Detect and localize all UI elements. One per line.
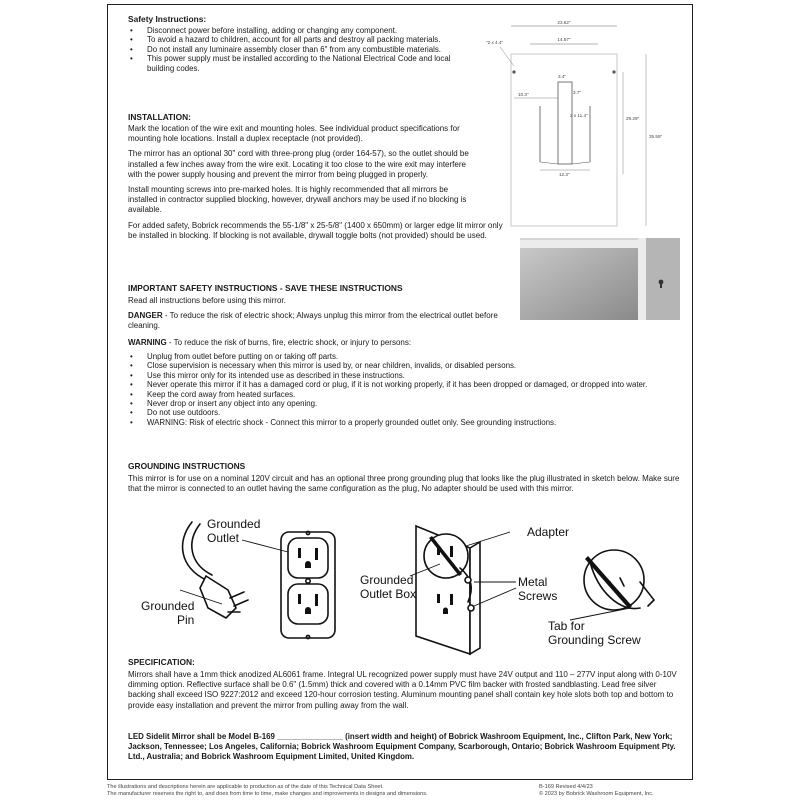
screw-icon [465, 577, 471, 583]
label-line: Tab for [548, 619, 585, 633]
warning-label: WARNING [128, 338, 167, 347]
tab-grounding-screw-label [548, 619, 641, 647]
installation-paragraph: For added safety, Bobrick recommends the 55-1/8" x 25-5/8" (1400 x 650mm) or larger edge lit mirror only be installed in blocking. If blocking is not available, drywall toggle bolts (not provided) should be used. [128, 220, 503, 240]
footer-revision [539, 784, 654, 798]
list-item: • Do not use outdoors. [128, 408, 682, 417]
danger-body: - To reduce the risk of electric shock; Always unplug this mirror from the electrical outlet before cleaning. [128, 311, 498, 331]
specification-section [128, 657, 684, 711]
important-section [128, 283, 518, 306]
power-supply-housing [558, 82, 572, 164]
dim-label: 3.7" [573, 90, 582, 95]
list-item: • Unplug from outlet before putting on or taking off parts. [128, 352, 682, 361]
warning-text [128, 338, 648, 348]
list-item: • WARNING: Risk of electric shock - Connect this mirror to a properly grounded outlet only. See grounding instructions. [128, 418, 682, 427]
installation-heading: INSTALLATION: [128, 112, 191, 122]
specification-heading: SPECIFICATION: [128, 657, 195, 667]
safety-section [128, 14, 468, 73]
installation-paragraph: Install mounting screws into pre-marked holes. It is highly recommended that all mirrors be installed in contractor supplied blocking, however, drywall anchors may be used if no blocking is available. [128, 185, 467, 215]
mirror-corner-photo [520, 238, 680, 320]
dim-label: 3.4" [558, 74, 567, 79]
footer-disclaimer [107, 784, 428, 798]
metal-screws-label [518, 575, 557, 603]
danger-label: DANGER [128, 311, 163, 320]
label-line: Grounded [360, 573, 414, 587]
label-line: Grounded [141, 599, 195, 613]
list-item: • Disconnect power before installing, adding or changing any component. [128, 26, 468, 35]
dim-label: 23.62" [557, 20, 571, 25]
dim-label: 35.59" [649, 134, 663, 139]
installation-section [128, 112, 503, 241]
list-item: • To avoid a hazard to children, account for all parts and destroy all packing materials. [128, 35, 468, 44]
dim-label: 10.3" [518, 92, 529, 97]
dim-label: 14.57" [557, 37, 571, 42]
keyhole-icon [512, 70, 515, 73]
grounding-heading: GROUNDING INSTRUCTIONS [128, 461, 246, 471]
list-item: • Never operate this mirror if it has a damaged cord or plug, if it is not working properly, if it has been dropped or damaged, or dropped into water. [128, 380, 682, 389]
label-line: Outlet Box [360, 587, 417, 601]
important-intro: Read all instructions before using this mirror. [128, 296, 286, 305]
adapter-label: Adapter [527, 525, 570, 539]
list-item: • Use this mirror only for its intended use as described in these instructions. [128, 371, 682, 380]
label-line: Outlet [207, 531, 240, 545]
specification-text: Mirrors shall have a 1mm thick anodized AL6061 frame. Integral UL recognized power supply must have 24V output and 110 – 277V input along with 0-10V dimming option. Reflective surface shall be 0.6" (1.5mm) thick and covered with a 0.14mm PVC film backer with frosted sandblasting. Lead free silver backing shall exceed ISO 9227:2012 and exceed 120-hour corrosion testing. Aluminum mounting panel shall contain key hole slots both top and bottom to provide easy installation and prevent the mirror from pulling away from the wall. [128, 670, 677, 710]
label-line: Grounded [207, 517, 261, 531]
dim-label: "2 x 4.4" [486, 40, 504, 45]
screw-icon [468, 605, 474, 611]
footer-line: The illustrations and descriptions herein are applicable to production as of the date of this Technical Data Sheet. [107, 784, 384, 790]
dim-label: 29.29" [626, 116, 640, 121]
grounding-section [128, 461, 684, 494]
footer-line: © 2023 by Bobrick Washroom Equipment, Inc. [539, 791, 654, 797]
dim-label: 2 x 11.4" [570, 113, 588, 118]
label-line: Grounding Screw [548, 633, 641, 647]
footer-line: The manufacturer reserves the right to, and does from time to time, make changes and improvements in designs and dimensions. [107, 791, 428, 797]
safety-heading: Safety Instructions: [128, 14, 207, 24]
safety-list [128, 26, 468, 73]
grounded-pin-label [141, 599, 194, 627]
warning-body: - To reduce the risk of burns, fire, electric shock, or injury to persons: [166, 338, 412, 347]
list-item: • Close supervision is necessary when this mirror is used by, or near children, invalids, or disabled persons. [128, 361, 682, 370]
warning-list [128, 352, 682, 427]
list-item: • Do not install any luminaire assembly closer than 6" from any combustible materials. [128, 45, 468, 54]
label-line: Metal [518, 575, 548, 589]
grounding-text: This mirror is for use on a nominal 120V circuit and has an optional three prong grounding plug that looks like the plug illustrated in sketch below. Make sure that the mirror is connected to an outlet having the same configuration as the plug, No adapter should be used with this mirror. [128, 474, 680, 494]
danger-text [128, 311, 518, 331]
cord-line [183, 522, 206, 580]
installation-paragraph: Mark the location of the wire exit and mounting holes. See individual product specifications for mounting hole locations. Install a duplex receptacle (not provided). [128, 124, 460, 144]
grounded-outlet-box-label [360, 573, 416, 601]
footer-line: B-169 Revised 4/4/23 [539, 784, 593, 790]
list-item: • Never drop or insert any object into any opening. [128, 399, 682, 408]
important-heading: IMPORTANT SAFETY INSTRUCTIONS - SAVE THESE INSTRUCTIONS [128, 283, 403, 293]
list-item: • Keep the cord away from heated surfaces. [128, 390, 682, 399]
list-item: • This power supply must be installed according to the National Electrical Code and local building codes. [128, 54, 468, 73]
model-spec-text: LED Sidelit Mirror shall be Model B-169 _______________ (insert width and height) of Bobrick Washroom Equipment, Inc., Clifton Park, New York; Jackson, Tennessee; Los Angeles, California; Bobrick Washroom Equipment Company, Scarborough, Ontario; Bobrick Washroom Equipment Pty. Ltd., Australia; and Bobrick Washroom Equipment Limited, United Kingdom. [128, 732, 676, 762]
grounded-outlet-label [207, 517, 260, 545]
installation-paragraph: The mirror has an optional 30" cord with three-prong plug (order 164-57), so the outlet should be installed a few inches away from the wire exit. Locating it too close to the wire exit may interfere with the power supply housing and prevent the mirror from being plugged in properly. [128, 149, 469, 179]
label-line: Pin [177, 613, 195, 627]
keyhole-icon [612, 70, 615, 73]
dim-label: 12.3" [559, 172, 570, 177]
mirror-dimension-diagram [480, 14, 680, 232]
label-line: Screws [518, 589, 558, 603]
